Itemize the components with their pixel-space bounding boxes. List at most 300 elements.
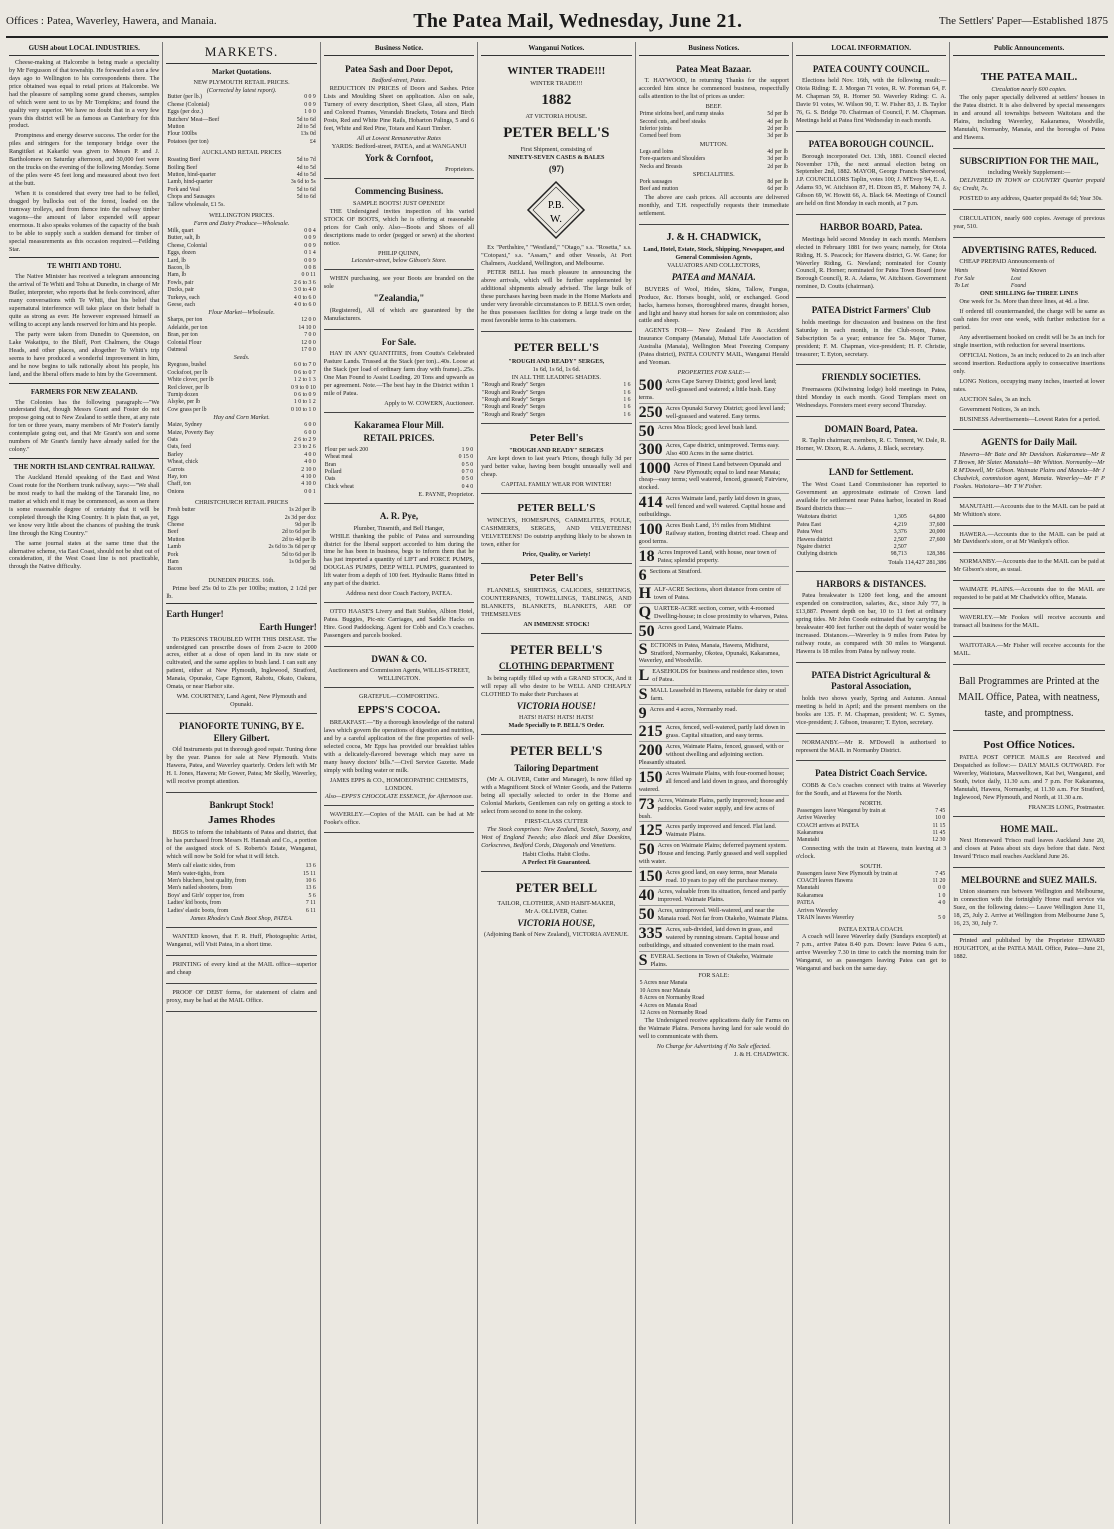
notice-home-mail (953, 819, 1104, 868)
price-table (166, 507, 316, 574)
table-row (324, 476, 474, 483)
table-row (166, 385, 316, 392)
table-cell: Ngaire district (796, 544, 831, 551)
table-cell: 4d per lb (767, 118, 788, 125)
property-item (639, 377, 789, 404)
table-row (166, 287, 316, 294)
table-row (796, 893, 946, 900)
table-cell: 2d to 5d (296, 124, 316, 131)
table-cell: 2 10 0 (301, 466, 316, 473)
table-cell: Colonial Flour (167, 339, 202, 346)
info-title: PATEA COUNTY COUNCIL. (812, 63, 930, 74)
columns (6, 42, 1108, 1524)
table-cell: Flour per sack 200 (324, 446, 369, 453)
notice-accounts (953, 500, 1104, 526)
advert-footer: Price, Quality, or Variety! (522, 550, 591, 558)
table-row (166, 467, 316, 474)
price-list-title: NEW PLYMOUTH RETAIL PRICES. (193, 78, 290, 86)
table-cell: 12 0 0 (301, 317, 316, 324)
table-cell: Chick wheat (324, 483, 354, 490)
price-list-note: Seeds. (233, 354, 250, 362)
table-cell: Men's calf elastic sides, from (167, 863, 235, 870)
table-cell: Ladies' kid boots, from (167, 900, 221, 907)
property-acres: 73 (638, 795, 655, 813)
table-row (639, 149, 789, 156)
table-cell: Hawera district (796, 536, 833, 543)
table-row (796, 551, 946, 558)
wants-cell: To Let (954, 283, 969, 289)
table-cell: 3s 6d to 5s (290, 179, 316, 186)
table-cell: Maize, Sydney (167, 422, 203, 429)
table-cell (927, 908, 946, 915)
table-cell: 1 6 (623, 404, 631, 411)
table-cell: 4 10 0 (301, 481, 316, 488)
table-row (166, 444, 316, 451)
advert-body: The Stock comprises: New Zealand, Scotch, Saxony, and West of England Tweeds; also Black and Blue Doeskins, Corkscrews, Bedford Cords, Diagonals and Venetians. (481, 825, 632, 849)
property-acres: S (638, 686, 648, 704)
table-row (166, 863, 316, 870)
table-cell: 11 15 (932, 822, 946, 829)
property-acres: 6 (638, 566, 647, 584)
table-cell: 1 6 (623, 397, 631, 404)
notice-ball-programmes (953, 667, 1104, 731)
table-cell: Cheese (167, 521, 185, 528)
table-cell: Eggs (167, 514, 179, 521)
table-cell: "Rough and Ready" Serges (482, 397, 546, 404)
table-cell: 0 5 0 (461, 461, 474, 468)
table-cell: Second cuts, and beef steaks (639, 118, 706, 125)
table-row (166, 537, 316, 544)
table-cell: 64,800 (929, 514, 946, 521)
table-cell: 0 0 9 (304, 101, 316, 108)
table-cell: 5d to 7d (296, 157, 316, 164)
property-description: UARTER-ACRE section, corner, with 4-roomed Dwelling-house; in close proximity to wharves, Patea. (654, 604, 789, 620)
table-row (166, 507, 316, 514)
advert-title: PIANOFORTE TUNING, BY E. Ellery Gilbert. (179, 721, 305, 743)
table-cell: 0 0 9 (304, 242, 316, 249)
advert-body: T. HAYWOOD, in returning Thanks for the support accorded him since he commenced business, respectfully calls attention to the list of prices as under: (638, 77, 789, 101)
table-cell: Fowls, pair (167, 279, 194, 286)
price-table (166, 228, 316, 309)
table-cell: 2d per lb (767, 126, 788, 133)
advert-piano-tuning (166, 716, 316, 793)
table-row (639, 1003, 789, 1010)
table-cell: Arrive Waverley (796, 815, 836, 822)
advert-note: Habit Cloths. Habit Cloths. (522, 851, 591, 859)
table-row (166, 370, 316, 377)
table-cell: 5 0 (938, 915, 946, 922)
advert-subtitle: Land, Hotel, Estate, Stock, Shipping, Newspaper, and General Commission Agents, (643, 246, 785, 262)
notice-title: THE PATEA MAIL. (980, 70, 1078, 83)
table-cell: Oats (324, 476, 336, 483)
property-acres: L (638, 667, 650, 685)
wants-cell: Found (1010, 283, 1027, 289)
table-row (166, 179, 316, 186)
property-description: Acres on Waimate Plains; deferred payment system. House and fencing. Partly grassed and well supplied with water. (638, 842, 788, 866)
table-cell: Butter (per lb.) (167, 94, 202, 101)
advert-body: BUYERS of Wool, Hides, Skins, Tallow, Fungus, Produce, &c. Horses bought, sold, or exchanged. Good hacks, harness horses, thoroughbred mares, draught horses, and light and heavy stud horses for sale on commission; also cattle and sheep. (638, 285, 789, 325)
column-business-notice (321, 42, 478, 1524)
property-item (639, 868, 789, 887)
table-row (796, 830, 946, 837)
table-cell: Beef (167, 529, 179, 536)
table-cell: Waitotara district (796, 514, 837, 521)
table-cell: 98,713 (890, 551, 907, 558)
table-row (166, 258, 316, 265)
article-paragraph: Promptness and energy deserve success. The order for the piles and stringers for the temporary bridge over the Rangitikei at Kakariki was given to Messrs P. and J. Bartholomew on Saturday afternoon, and 30,000 feet were on the trucks on the evening of the following Monday. Some of the piles were 45 feet long and measured about two feet at the butt. (9, 132, 160, 188)
notice-circulation: Circulation nearly 600 copies. (991, 86, 1067, 94)
advert-title: Earth Hunger! (166, 608, 224, 619)
notice-body: AUCTION Sales, 3s an inch. (959, 395, 1032, 403)
table-cell: Kakaramea (796, 892, 824, 899)
property-description: Acres, fenced, well-watered, partly laid down in grass. Capital situation, and easy terms. (665, 724, 785, 740)
advert-rough-ready (481, 334, 631, 424)
timetable-title: NORTH. (859, 799, 883, 807)
property-acres: 50 (638, 622, 655, 640)
table-cell: 11 20 (932, 878, 946, 885)
table-cell: 1 6 (623, 382, 631, 389)
advert-signature: Apply to W. COWERN, Auctioneer. (384, 399, 475, 407)
table-cell: 1s 2d per lb (288, 507, 316, 514)
notice-body: PATEA POST OFFICE MAILS are Received and Despatched as follow:— DAILY MAILS OUTWARD. For Waverley, Waitotara, Maxwelltown, Kai Iwi, Wanganui, and South, twice daily, 11.30 a.m. and 7 p.m. For Kakaramea, Manutahi, Hawera, Normanby, at 11.30 a.m. For Stratford, Inglewood, New Plymouth, and North, at 11.30 a.m. (953, 754, 1105, 801)
property-description: EASEHOLDS for business and residence sites, town of Patea. (652, 668, 784, 684)
table-row (166, 235, 316, 242)
table-cell: 10 Acres near Manaia (639, 987, 691, 994)
wants-cell: For Sale (954, 275, 975, 282)
table-cell: 4,219 (893, 521, 907, 528)
table-row (166, 552, 316, 559)
table-cell: Maize, Poverty Bay (167, 429, 214, 436)
property-item (639, 841, 789, 868)
info-land-settlement (796, 462, 946, 572)
table-cell: 2 6 to 2 9 (293, 436, 316, 443)
notice-body: If ordered till countermanded, the charge will be same as cash rates for over one week, with further reduction for a period. (953, 308, 1105, 332)
table-cell: Wheat meal (324, 454, 353, 461)
table-cell: 1 0 (938, 892, 946, 899)
info-body: Freemasons (Kilwinning lodge) hold meetings in Patea, third Monday in each month. Good Templars meet on Wednesdays. Foresters meet every second Thursday. (795, 385, 947, 409)
table-row (796, 878, 946, 885)
timetable (796, 808, 946, 845)
advert-signature: Proprietors. (445, 166, 475, 174)
advert-body: WANTED known, that F. R. Huff, Photographic Artist, Wanganui, will Visit Patea, in a short time. (166, 932, 317, 948)
table-cell (908, 544, 947, 551)
table-cell: Passengers leave Wanganui by train at (796, 807, 886, 814)
advert-footer: AN IMMENSE STOCK! (523, 620, 590, 628)
property-item (639, 723, 789, 742)
table-row (324, 447, 474, 454)
table-cell: 1,305 (893, 514, 907, 521)
table-row (481, 390, 631, 397)
table-cell: Boys' and Girls' copper toe, from (167, 892, 245, 899)
property-acres: 18 (638, 547, 655, 565)
info-harbor-board (796, 217, 946, 298)
table-cell: Oatmeal (167, 346, 188, 353)
advert-livery-stables (324, 605, 474, 647)
table-cell: 1 2 to 1 3 (293, 377, 316, 384)
advert-footer: James Rhodes's Cash Boot Shop, PATEA. (190, 914, 293, 922)
advert-signature: E. PAYNE, Proprietor. (418, 491, 475, 499)
notice-title: SUBSCRIPTION FOR THE MAIL, (959, 155, 1099, 166)
article-paragraph: The Auckland Herald speaking of the East and West Coast route for the Northern trunk railway, says:—"We shall be most ready to hail the making of the Taranaki line, no matter at which end it may be commenced, as soon as there is some reasonable degree of certainty that it will be completed through the King Country. It is plain that, as yet, we know very little about the chances of pushing the trunk line through the King Country." (9, 474, 160, 537)
property-acres: 50 (638, 422, 655, 440)
property-item (639, 604, 789, 623)
table-cell: Fore-quarters and Shoulders (639, 156, 706, 163)
table-cell: Tallow wholesale, £1 5s. (167, 201, 225, 208)
table-row (166, 459, 316, 466)
advert-address: YARDS: Bedford-street, PATEA, and at WANGANUI (331, 142, 467, 150)
notice-body: WAITOTARA.—Mr Fisher will receive accounts for the MAIL. (953, 642, 1105, 657)
property-description: Acres partly improved and fenced. Flat land. Waimate Plains. (665, 823, 777, 839)
property-description: Acres Improved Land, with house, near town of Patea; splendid property. (657, 548, 777, 564)
info-county-council (796, 59, 946, 132)
advert-subtitle: WINTER TRADE!!! (530, 80, 583, 88)
advert-winceys (481, 496, 631, 564)
info-body: holds two shows yearly, Spring and Autumn. Annual meeting is held in April; and the present members on the books are 135. F. M. Chapman, president; W. C. Symes, vice-president; J. Gibson, treasurer; T. Eyton, secretary. (795, 694, 947, 726)
price-group-title: FOR SALE: (698, 972, 730, 980)
table-cell (785, 980, 789, 987)
property-item (639, 404, 789, 423)
column-public-announcements (950, 42, 1107, 1524)
advert-name: James Rhodes (208, 814, 276, 827)
table-row (166, 515, 316, 522)
property-acres: 414 (638, 494, 663, 512)
advert-serges (481, 426, 631, 494)
property-description: Acres, sub-divided, laid down in grass, and watered by running stream. Capital house and outbuildings, and situated convenient to the main road. (638, 925, 780, 949)
property-description: Acres and 4 acres, Normanby road. (649, 706, 738, 714)
table-cell: 6 0 0 (304, 422, 316, 429)
property-item (639, 441, 789, 460)
table-row (166, 157, 316, 164)
table-cell: 0 6 to 0 9 (293, 391, 316, 398)
property-description: Acres of Finest Land between Opunaki and New Plymouth; equal to land near Manaia; cheap—easy terms; well watered, fenced, grassed; Fairview, stocked. (638, 460, 789, 492)
property-description: Acres, Waimate Plains, partly improved; house and paddocks. Good water supply, and few acres of bush. (638, 796, 785, 820)
table-cell (785, 988, 789, 995)
table-row (166, 109, 316, 116)
article-heading: THE NORTH ISLAND CENTRAL RAILWAY. (13, 463, 155, 472)
advert-subtitle: CLOTHING DEPARTMENT (498, 661, 614, 672)
info-body: Meetings held second Monday in each month. Members elected in February 1881 for two years; namely, for Otoia Riding, H. S. Peacock; for Hawera district, G. W. Gane; for Waverley Riding, G. Newland; nominated for County Council, R. Horner; nominated for Patea Town Board (now Borough Council), R. A. Adams, W. Aitchison. Government nominee, D. Coutts (chairman). (795, 235, 947, 291)
advert-body: AGENTS FOR— New Zealand Fire & Accident Insurance Company (Manaia), Mutual Life Association of Australia (Manaia), Wellington Meat Freezing Company (Patea district), PATEA COUNTY MAIL, Wanganui Herald and Yeoman. (638, 327, 789, 367)
table-cell: 2d to 4d per lb (281, 536, 316, 543)
table-cell: Ham (167, 558, 179, 565)
advert-number: (97) (548, 164, 564, 175)
article-heading: TE WHITI AND TOHU. (47, 262, 122, 271)
info-friendly-societies (796, 367, 946, 416)
advert-body: Auctioneers and Commission Agents, WILLIS-STREET, WELLINGTON. (328, 667, 470, 683)
table-row (639, 988, 789, 995)
info-title: LAND for Settlement. (828, 467, 914, 478)
section-heading: Wanganui Notices. (481, 44, 631, 56)
advert-proof-of-debt (166, 986, 316, 1012)
table-cell: 10 0 (935, 815, 946, 822)
table-cell: 10 6 (305, 877, 316, 884)
advert-body: REDUCTION IN PRICES of Doors and Sashes. Price Lists and Moulding Sheet on application. Also on sale, Turnery of every description, Sheet Glass, all sizes, Plain and Colored Frames, Verandah Brackets, Totara and Birch Posts, Red and White Pine Rails, Hobarton Palings, 5 and 6 feet, White and Red Pine, Totara and Kauri Timber. (323, 85, 475, 133)
article-paragraph: The Native Minister has received a telegram announcing the arrival of Te Whiti and Tohu at Dunedin, in charge of Mr Butler, interpreter, who reports that he feels convinced, after many conversations with Te Whiti, that his belief that supernatural interference will take place on their behalf is quite as strong as ever. He however expressed himself as willing to accept any lands reserved for him and his people. (9, 273, 160, 329)
wants-cell: Wanted Known (1010, 268, 1046, 275)
advert-body: WHEN purchasing, see your Boots are branded on the sole (323, 275, 475, 291)
property-description: Acres Waimate land, partly laid down in grass, well fenced and well watered. Capital house and outbuildings. (638, 495, 786, 519)
info-body: Connecting with the train at Hawera, train leaving at 3 o'clock. (795, 844, 947, 860)
advert-flour-mill (324, 415, 474, 504)
info-borough-council (796, 134, 946, 215)
table-cell: 4 0 0 (304, 459, 316, 466)
property-item (639, 585, 789, 604)
info-normanby (796, 736, 946, 762)
price-table (639, 980, 789, 1017)
notice-signature: FRANCIS LONG, Postmaster. (1028, 803, 1105, 811)
table-cell (270, 202, 317, 209)
property-item (639, 887, 789, 906)
table-cell: Bacon (167, 566, 183, 573)
table-cell: 0 15 0 (458, 454, 474, 461)
property-item (639, 796, 789, 823)
price-table (481, 382, 631, 419)
info-domain-board (796, 419, 946, 460)
table-cell: Milk, quart (167, 227, 194, 234)
table-cell: Patea West (796, 529, 823, 536)
table-cell: 6 11 (305, 907, 316, 914)
property-item (639, 686, 789, 705)
table-row (166, 302, 316, 309)
table-row (166, 430, 316, 437)
table-cell: 0 0 11 (301, 272, 316, 279)
table-cell: 128,386 (926, 551, 946, 558)
table-row (166, 228, 316, 235)
table-cell: 5 6 (308, 892, 316, 899)
notice-accounts (953, 611, 1104, 637)
table-cell: 4d to 5d (296, 172, 316, 179)
table-row (166, 885, 316, 892)
table-row (166, 871, 316, 878)
notice-title: ADVERTISING RATES, Reduced. (961, 244, 1097, 255)
advert-year: 1882 (541, 91, 572, 108)
article-paragraph: Cheese-making at Halcombe is being made a speciality by Mr Fergusson of that township. He forwarded a ton a few days ago to Wellington to his correspondents there. The price obtained was equal to retail prices at Halcombe. We had the pleasure of sampling some grand cheeses, samples of which were sent to us by Mr Tompkins; and found the quality very superior. We have no doubt that in a very few years this district will be as famous as Canterbury for this product. (9, 58, 160, 130)
advert-auctioneers (324, 649, 474, 688)
table-cell: "Rough and Ready" Serges (482, 404, 546, 411)
table-cell: "Rough and Ready" Serges (482, 411, 546, 418)
table-cell: 3d per lb (767, 156, 788, 163)
table-cell: 17 0 0 (301, 346, 316, 353)
table-cell: Men's bluchers, best quality, from (167, 877, 246, 884)
table-cell: 2 6 to 3 6 (293, 279, 316, 286)
table-row (796, 537, 946, 544)
notice-advertising-rates (953, 240, 1104, 431)
table-cell: 4d per lb (767, 148, 788, 155)
table-row (166, 117, 316, 124)
table-row (639, 119, 789, 126)
table-cell: COACH arrives at PATEA (796, 822, 860, 829)
table-row (166, 243, 316, 250)
table-row (166, 362, 316, 369)
property-item (639, 567, 789, 585)
table-cell: Beef and mutton (639, 186, 679, 193)
table-cell: 12 Acres on Normanby Road (639, 1010, 708, 1016)
table-cell: Barley (167, 451, 183, 458)
table-row (639, 156, 789, 163)
table-row (166, 377, 316, 384)
property-description: Acres, valuable from its situation, fenced and partly improved. Waimate Plains. (657, 888, 786, 903)
table-cell: Ham, lb (167, 272, 187, 279)
table-cell: 6d per lb (767, 186, 788, 193)
advert-zealandia (324, 272, 474, 329)
table-row (796, 885, 946, 892)
table-cell: 0 9 to 0 10 (290, 384, 316, 391)
table-cell: Inferior joints (639, 126, 672, 133)
table-cell: 2d to 6d per lb (281, 529, 316, 536)
table-cell: Ryegrass, bushel (167, 362, 207, 369)
property-item (639, 705, 789, 723)
table-cell: Turnip dozen (167, 391, 199, 398)
table-row (166, 481, 316, 488)
table-row (166, 272, 316, 279)
table-row (481, 412, 631, 419)
price-table (639, 111, 789, 141)
notice-body: DELIVERED IN TOWN or COUNTRY Quarter prepaid 6s; Credit, 7s. (953, 177, 1105, 192)
table-cell: Bran, per ton (167, 332, 198, 339)
notice-body: BUSINESS Advertisements—Lowest Rates for a period. (959, 415, 1101, 423)
advert-body: (Registered), All of which are guaranteed by the Manufacturers. (323, 306, 475, 322)
timetable (796, 871, 946, 923)
divider (9, 458, 159, 459)
advert-subtitle: RETAIL PRICES. (363, 433, 435, 444)
table-cell: £4 (309, 138, 316, 145)
advert-title: Patea Sash and Door Depot, (345, 63, 453, 74)
advert-earth-hunger (166, 603, 316, 714)
advert-subtitle: First Shipment, consisting of (520, 146, 593, 154)
table-row (166, 422, 316, 429)
advert-plumber (324, 506, 474, 603)
notice-body: Next Homeward 'Frisco mail leaves Auckland June 20, and closes at Patea about six days before that date. Next Inward 'Frisco mail reaches Auckland June 26. (953, 837, 1105, 860)
table-cell (785, 1010, 789, 1017)
table-cell: Eggs, dozen (167, 250, 196, 257)
property-item (639, 494, 789, 521)
table-cell: 0 4 0 (461, 483, 474, 490)
table-cell: 4 0 (938, 900, 946, 907)
table-row (166, 131, 316, 138)
table-row (796, 815, 946, 822)
price-group-title: BEEF. (705, 103, 722, 111)
advert-title: DWAN & CO. (371, 653, 427, 664)
table-cell: 15 11 (302, 870, 316, 877)
advert-subtitle: "ROUGH AND READY" SERGES (509, 447, 604, 455)
advert-brand: "Zealandia," (373, 293, 425, 304)
info-body: COBB & Co.'s coaches connect with trains at Waverley for the South, and at Hawera for the North. (795, 782, 947, 797)
table-cell: 1 0 0 (304, 109, 316, 116)
notice-accounts (953, 528, 1104, 554)
table-cell: Mutton (167, 536, 185, 543)
table-cell: 6 0 0 (304, 429, 316, 436)
column-markets (163, 42, 320, 1524)
table-row (796, 915, 946, 922)
price-table (166, 317, 316, 354)
table-cell: Kakaramea (796, 830, 824, 837)
notice-body: POSTED to any address, Quarter prepaid 8s 6d; Year 30s. (959, 194, 1103, 202)
notice-body: MANUTAHI.—Accounts due to the MAIL can be paid at Mr Whitton's store. (953, 502, 1105, 518)
info-title: PATEA District Agricultural & Pastoral Association, (811, 669, 931, 692)
property-item (639, 769, 789, 796)
advert-printing (166, 958, 316, 984)
property-list (639, 377, 789, 970)
advert-body: Are kept down to last year's Prices, though fully 3d per yard better value, having been bought unusually well and cheap. (481, 455, 632, 479)
table-cell: 0 0 4 (304, 227, 316, 234)
info-title: HARBOR BOARD, Patea. (819, 222, 923, 233)
advert-tailor (481, 874, 631, 943)
price-list-note: Prime beef 25s 0d to 23s per 100lbs; mutton, 2 1/2d per lb. (166, 584, 317, 600)
notice-patea-mail (953, 59, 1104, 149)
section-heading: LOCAL INFORMATION. (796, 44, 946, 56)
table-cell: 5 Acres near Manaia (639, 980, 688, 987)
price-list-title: CHRISTCHURCH RETAIL PRICES (195, 499, 289, 507)
